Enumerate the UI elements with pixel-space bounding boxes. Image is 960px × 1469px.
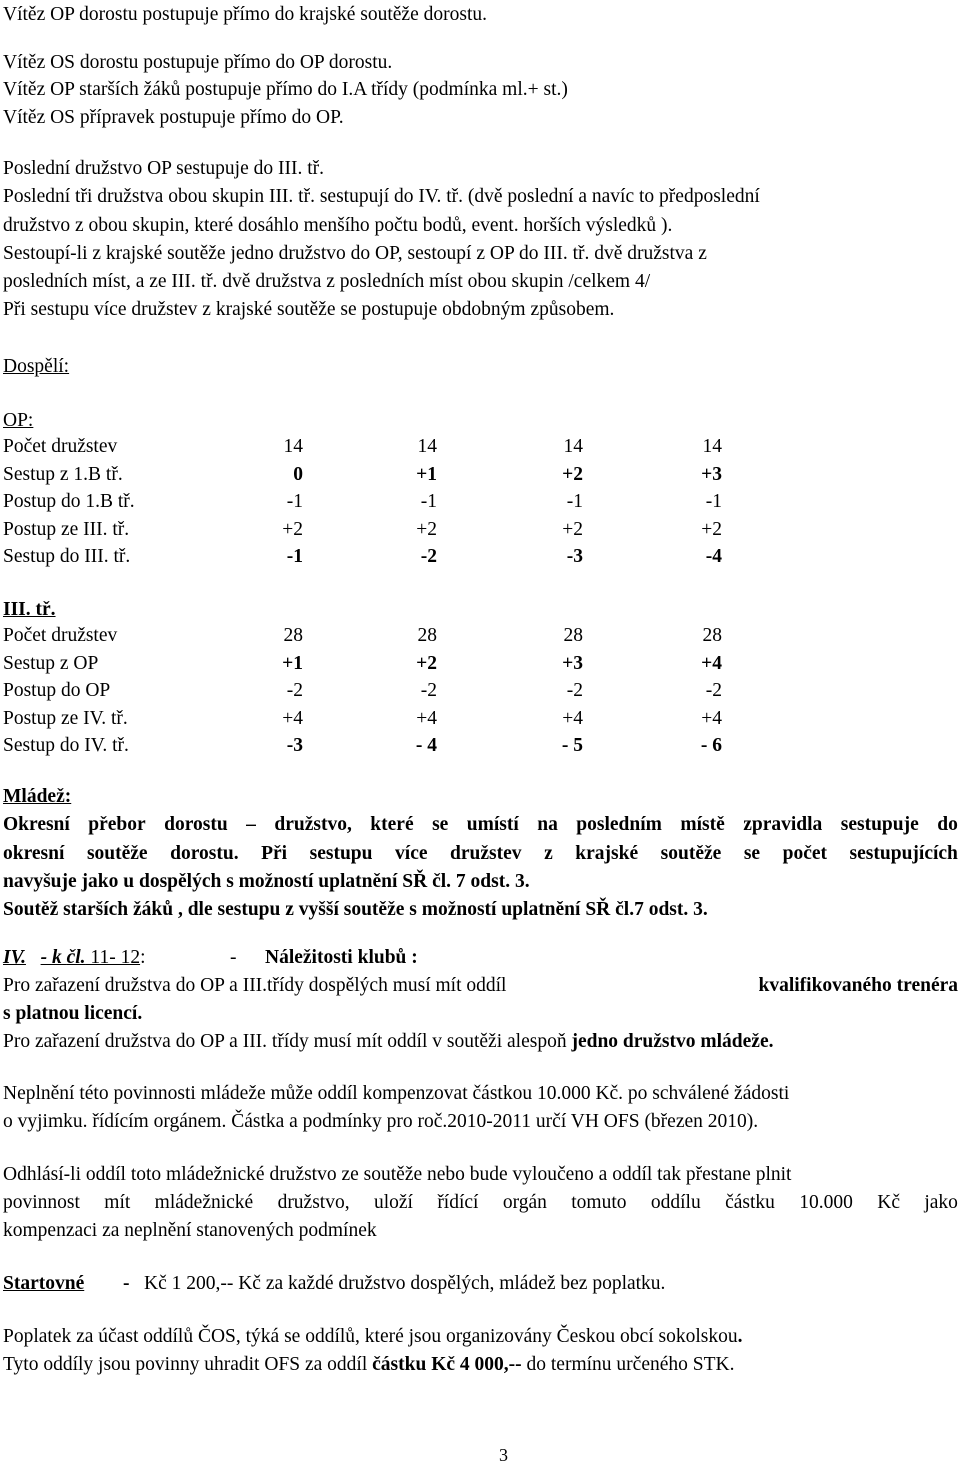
word: se	[743, 843, 761, 864]
word: na	[537, 814, 558, 835]
rule-line: posledních míst, a ze III. tř. dvě družstva z posledních míst obou skupin /celkem 4/	[3, 271, 651, 292]
word: Kč	[877, 1192, 900, 1213]
paragraph-text: Poplatek za účast oddílů ČOS, týká se oddílů, které jsou organizovány Českou obcí sokolskou	[3, 1326, 738, 1347]
paragraph-text: Pro zařazení družstva do OP a III.třídy dospělých musí mít oddíl	[3, 975, 507, 996]
section-title: Náležitosti klubů :	[265, 947, 418, 968]
paragraph-line: Odhlásí-li oddíl toto mládežnické družstvo ze soutěže nebo bude vyloučeno a oddíl tak přestane plnit	[3, 1164, 792, 1185]
section-ref-nums: 11- 12	[85, 947, 141, 968]
word: se	[432, 814, 449, 835]
rule-line: Poslední družstvo OP sestupuje do III. tř.	[3, 158, 324, 179]
mladez-line: Soutěž starších žáků , dle sestupu z vyšší soutěže s možností uplatnění SŘ čl.7 odst. 3.	[3, 899, 708, 920]
rule-line: Vítěz OP dorostu postupuje přímo do krajské soutěže dorostu.	[3, 4, 487, 25]
table-cell: 28	[417, 625, 437, 646]
table-row-label: Postup do OP	[3, 680, 111, 701]
word: družstvo,	[274, 814, 352, 835]
paragraph-bold: .	[737, 1326, 743, 1347]
word: z	[544, 843, 553, 864]
table-row-label: Postup ze III. tř.	[3, 518, 130, 540]
table-cell: -3	[566, 546, 583, 567]
table-row-label: Sestup do IV. tř.	[3, 735, 129, 756]
section-ref-cl: čl.	[66, 947, 86, 968]
table-cell: -2	[420, 546, 437, 567]
word: posledním	[576, 814, 662, 835]
table-row-label: Sestup do III. tř.	[3, 546, 131, 567]
table-cell: -2	[705, 680, 722, 701]
paragraph-line: s platnou licencí.	[3, 1003, 143, 1024]
word: uloží	[373, 1192, 413, 1213]
table-cell: 14	[417, 436, 437, 457]
word: tomuto	[571, 1192, 627, 1213]
table-cell: 28	[563, 625, 583, 646]
word: místě	[680, 814, 725, 835]
section-ref-colon: :	[140, 947, 146, 968]
paragraph-bold: jedno družstvo mládeže.	[571, 1031, 774, 1052]
table-cell: -2	[566, 680, 583, 701]
table-cell: -1	[566, 491, 583, 512]
table-cell: -2	[286, 680, 303, 701]
rule-line: družstvo z obou skupin, které dosáhlo menšího počtu bodů, event. horších výsledků ).	[3, 215, 673, 236]
table-cell: 14	[283, 436, 303, 457]
rule-line: Sestoupí-li z krajské soutěže jedno družstvo do OP, sestoupí z OP do III. tř. dvě družstva z	[3, 243, 707, 264]
word: družstvo,	[277, 1192, 350, 1213]
table-cell: +2	[416, 652, 437, 674]
word: řídící	[437, 1192, 479, 1213]
paragraph-bold: kvalifikovaného trenéra	[758, 975, 958, 996]
word: sestupujících	[849, 843, 958, 864]
table-cell: +1	[282, 652, 303, 674]
word: do	[937, 814, 958, 835]
table-row-label: Počet družstev	[3, 625, 118, 646]
word: sestupu	[309, 843, 373, 864]
table-cell: +2	[562, 463, 583, 485]
table-cell: +4	[701, 707, 722, 729]
table-cell: +4	[701, 652, 722, 674]
word: počet	[782, 843, 828, 864]
table-cell: -1	[705, 491, 722, 512]
word: soutěže	[660, 843, 722, 864]
startovne-dash: -	[123, 1273, 130, 1294]
word: které	[370, 814, 414, 835]
table-cell: +4	[416, 707, 437, 729]
paragraph-line: kompenzaci za neplnění stanovených podmínek	[3, 1220, 377, 1241]
rule-line: Poslední tři družstva obou skupin III. tř. sestupují do IV. tř. (dvě poslední a navíc to předposlední	[3, 186, 760, 207]
word: soutěže	[86, 843, 148, 864]
table-cell: +3	[562, 652, 583, 674]
table-cell: - 5	[561, 735, 583, 756]
section-heading-dospeli: Dospělí:	[3, 356, 70, 377]
page-number: 3	[499, 1445, 508, 1465]
table-row-label: Sestup z OP	[3, 652, 99, 674]
word: –	[246, 814, 256, 835]
section-number: IV.	[3, 947, 26, 968]
rule-line: Vítěz OS přípravek postupuje přímo do OP.	[3, 107, 344, 128]
table-cell: +2	[701, 518, 722, 540]
word: sestupuje	[840, 814, 919, 835]
word: povinnost	[3, 1192, 80, 1213]
section-heading-mladez: Mládež:	[3, 786, 72, 807]
word: dorostu.	[170, 843, 239, 864]
table-cell: 14	[702, 436, 722, 457]
table-cell: 0	[293, 463, 303, 485]
paragraph-text: Pro zařazení družstva do OP a III. třídy musí mít oddíl v soutěži alespoň	[3, 1031, 572, 1052]
word: mít	[104, 1192, 131, 1213]
table-cell: +1	[416, 463, 437, 485]
word: částku	[725, 1192, 775, 1213]
word: družstev	[450, 843, 522, 864]
mladez-line: navyšuje jako u dospělých s možností uplatnění SŘ čl. 7 odst. 3.	[3, 871, 530, 892]
paragraph-bold: částku Kč 4 000,--	[372, 1354, 522, 1375]
table-cell: -1	[420, 491, 437, 512]
rule-line: Vítěz OP starších žáků postupuje přímo do I.A třídy (podmínka ml.+ st.)	[3, 79, 568, 100]
paragraph-line	[3, 972, 958, 999]
mladez-line	[3, 811, 958, 838]
mladez-line	[3, 840, 958, 867]
table-cell: +2	[282, 518, 303, 540]
table-cell: +4	[562, 707, 583, 729]
startovne-text: Kč 1 200,-- Kč za každé družstvo dospělých, mládež bez poplatku.	[144, 1273, 666, 1294]
table-cell: -4	[705, 546, 722, 567]
table-cell: -3	[286, 735, 303, 756]
word: orgán	[502, 1192, 547, 1213]
table-cell: - 6	[700, 735, 722, 756]
table-cell: +2	[562, 518, 583, 540]
paragraph-line	[3, 1323, 742, 1350]
word: oddílu	[650, 1192, 701, 1213]
section-iv-heading	[3, 944, 146, 971]
paragraph-text: Tyto oddíly jsou povinny uhradit OFS za oddíl	[3, 1354, 373, 1375]
paragraph-text: do termínu určeného STK.	[521, 1354, 735, 1375]
op-heading: OP:	[3, 410, 34, 431]
word: krajské	[575, 843, 639, 864]
table-cell: -1	[286, 546, 303, 567]
startovne-label: Startovné	[3, 1273, 85, 1294]
word: jako	[924, 1192, 958, 1213]
word: Při	[261, 843, 288, 864]
word: mládežnické	[154, 1192, 254, 1213]
table-cell: -1	[286, 491, 303, 512]
word: dorostu	[164, 814, 228, 835]
word: 10.000	[799, 1192, 853, 1213]
paragraph-line	[3, 1351, 734, 1378]
table-cell: +2	[416, 518, 437, 540]
table-row-label: Postup ze IV. tř.	[3, 707, 128, 729]
section-ref-prefix: - k	[40, 947, 67, 968]
word: Okresní	[3, 814, 70, 835]
word: zpravidla	[743, 814, 823, 835]
paragraph-line: o vyjimku. řídícím orgánem. Částka a podmínky pro roč.2010-2011 určí VH OFS (březen 2010).	[3, 1111, 759, 1132]
table-cell: 28	[702, 625, 722, 646]
section-dash: -	[230, 947, 237, 968]
table-row-label: Postup do 1.B tř.	[3, 491, 135, 512]
table-cell: +4	[282, 707, 303, 729]
paragraph-line: Neplnění této povinnosti mládeže může oddíl kompenzovat částkou 10.000 Kč. po schválené žádosti	[3, 1083, 790, 1104]
table-cell: 14	[563, 436, 583, 457]
table-cell: -2	[420, 680, 437, 701]
word: přebor	[88, 814, 146, 835]
table-cell: 28	[283, 625, 303, 646]
paragraph-line	[3, 1189, 958, 1216]
word: okresní	[3, 843, 65, 864]
iii-heading: III. tř.	[3, 599, 56, 620]
rule-line: Při sestupu více družstev z krajské soutěže se postupuje obdobným způsobem.	[3, 299, 615, 320]
word: více	[395, 843, 428, 864]
rule-line: Vítěz OS dorostu postupuje přímo do OP dorostu.	[3, 52, 393, 73]
table-row-label: Počet družstev	[3, 436, 118, 457]
table-cell: - 4	[415, 735, 437, 756]
table-cell: +3	[701, 463, 722, 485]
paragraph-line	[3, 1028, 773, 1055]
word: umístí	[466, 814, 519, 835]
table-row-label: Sestup z 1.B tř.	[3, 463, 123, 485]
